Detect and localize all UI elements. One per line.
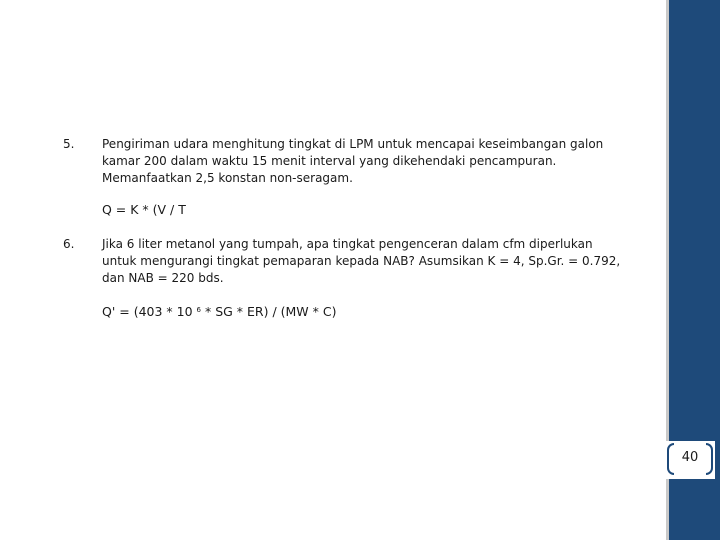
problem-5-formula: Q = K * (V / T [102,202,186,217]
problem-5-number: 5. [63,137,75,151]
formula-exponent: 6 [196,306,201,314]
right-bracket-icon [706,443,713,475]
problem-6-number: 6. [63,237,75,251]
formula-part-before: Q' = (403 * 10 [102,304,193,319]
page-number: 40 [681,450,699,465]
problem-5-text: Pengiriman udara menghitung tingkat di LPM untuk mencapai keseimbangan galon kamar 200 dalam waktu 15 menit interval yang dikehendaki pencampuran. Memanfaatkan 2,5 konstan non-seragam. [102,137,604,185]
page-number-box [665,441,715,479]
formula-part-after: * SG * ER) / (MW * C) [204,304,337,319]
problem-6-text: Jika 6 liter metanol yang tumpah, apa tingkat pengenceran dalam cfm diperlukan untuk mengurangi tingkat pemaparan kepada NAB? Asumsikan K = 4, Sp.Gr. = 0.792, dan NAB = 220 bds. [102,237,621,285]
problem-6-formula [102,302,336,320]
